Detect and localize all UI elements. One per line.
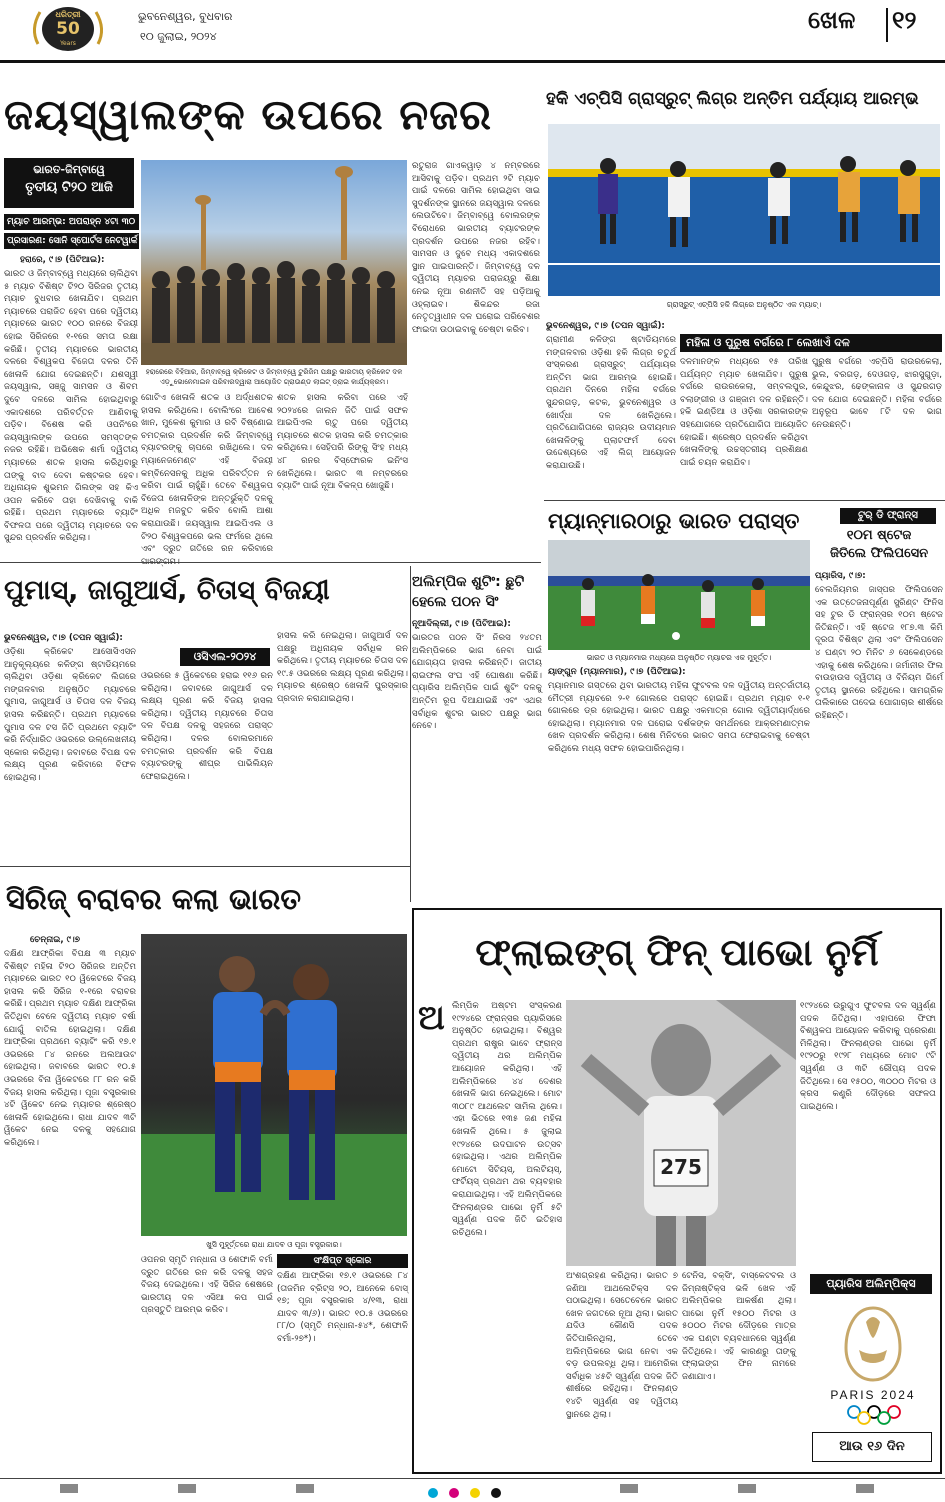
scorecard-body: ଦକ୍ଷିଣ ଆଫ୍ରିକା ୧୭.୧ ଓଭରରେ ୮୪ (ତାଜମିନ ବ୍ରିଟ୍ସ ୨୦, ଆନେକେ ବୋସ୍ ୧୭; ପୂଜା ବସ୍ତ୍ରକାର ୪/୧୩, ରାଧା ଯାଦବ ୩/୬)। ଭାରତ ୧୦.୫ ଓଭରରେ ୮୮/୦ (ସ୍ମୃତି ମନ୍ଧାନା-୫୪*, ଶେଫାଳି ବର୍ମା-୨୭*)।	[277, 1271, 408, 1344]
nurmi-body-col2: ଅଂଶଗ୍ରହଣ କରିଥିଲା। ଭାରତ ୭ ଜଣିଆ ଆଥଲେଟିକ୍ସ ଦଳ ପଠାଇଥିଲା। ସେତେବେଳେ ଭାରତ ଖେଳ ଜଗତରେ ନୂଆ ଥିଲା। ଭାରତ ଯଦିଓ କୌଣସି ପଦକ ଜିତିପାରିନଥିଲା, ତେବେ ଅଲିମ୍ପିକରେ ଭାଗ ନେବା ଏକ ବଡ଼ ଉପଲବ୍ଧି ଥିଲା। ଆମେରିକା ସର୍ବାଧିକ ୪୫ଟି ସ୍ୱର୍ଣ୍ଣ ପଦକ ଜିତି ଶୀର୍ଷରେ ରହିଥିଲା। ଫିନଲାଣ୍ଡ ୧୪ଟି ସ୍ୱର୍ଣ୍ଣ ସହ ଦ୍ୱିତୀୟ ସ୍ଥାନରେ ଥିଲା।	[566, 1271, 678, 1420]
lead-body-col4: ଶତକ ହାସଲ କରିବା ପରେ ଏହି ୨୦୨୪ରେ ଜାଲନ ଜିତି ପାଇଁ ସଫଳ ଆଇପିଏଲ ଋତୁ ପରେ ଦ୍ୱିତୀୟ ମ୍ୟାଚରେ ଶତକ ହାସଲ କରି ଚମତ୍କାର କରିଥିଲେ। ସେହିପରି ରିଙ୍କୁ ସିଂହ ମଧ୍ୟ ୪୮ ରନର ବିସ୍ଫୋରକ ଇନିଂସ ଖେଳିଥିଲେ। ଭାରତ ୩ ନମ୍ବରରେ ବ୍ୟାଟିଂ ପାଇଁ ନୂଆ ବିକଳ୍ପ ଖୋଜୁଛି।	[277, 393, 408, 492]
tour-headline-2: ଜିତିଲେ ଫିଲିପସେନ	[829, 546, 929, 561]
puma-divider	[0, 866, 410, 867]
paris-olympics-logo-icon	[814, 1300, 932, 1390]
registration-dots	[425, 1483, 504, 1502]
hockey-body-col2: ଦଳମାନଙ୍କ ମଧ୍ୟରେ ୧୫ ତାରିଖ ପର୍ଯ୍ୟନ୍ତ ମ୍ୟାଚ ଖେଳାଯିବ। ପୁରୁଷ ବର୍ଗରେ ରାଉରକେଲା, ସମ୍ବଲପୁର, ବଲାଙ୍ଗୀର ଓ ଗଞ୍ଜାମ ଦଳ ରହିଛନ୍ତି। ହକି ଇଣ୍ଡିଆ ଓ ଓଡ଼ିଶା ସରକାରଙ୍କ ସହଯୋଗରେ ପ୍ରତିଯୋଗିତା ଆୟୋଜିତ ହୋଇଛି। ଶ୍ରେଷ୍ଠ ପ୍ରଦର୍ଶନ କରିଥିବା ଖେଳାଳିଙ୍କୁ ଉଚ୍ଚସ୍ତରୀୟ ପ୍ରଶିକ୍ଷଣ ପାଇଁ ଚୟନ କରାଯିବ।	[680, 357, 808, 468]
football-photo-caption: ଭାରତ ଓ ମ୍ୟାନମାର ମଧ୍ୟରେ ଅନୁଷ୍ଠିତ ମ୍ୟାଚର ଏକ ମୁହୂର୍ତ୍ତ।	[586, 653, 772, 662]
hockey-divider	[544, 500, 945, 501]
puma-tag: ଓସିଏଲ-୨୦୨୪	[180, 648, 270, 666]
countdown	[812, 1432, 932, 1462]
hockey-match-image	[548, 124, 940, 296]
match-time: ମ୍ୟାଚ ଆରମ୍ଭ: ଅପରାହ୍ନ ୪ଟା ୩୦	[4, 214, 139, 230]
masthead-rule	[0, 60, 945, 63]
myanmar-body: ମ୍ୟାନମାର ଗସ୍ତରେ ଥିବା ଭାରତୀୟ ମହିଳା ଫୁଟବଲ ଦଳ ଦ୍ୱିତୀୟ ଅନ୍ତର୍ଜାତୀୟ ମୈତ୍ରୀ ମ୍ୟାଚରେ ୨-୧ ଗୋଲରେ ପରାସ୍ତ ହୋଇଛି। ପ୍ରଥମ ମ୍ୟାଚ ୧-୧ ଗୋଲରେ ଡ୍ର ହୋଇଥିଲା। ଭାରତ ପକ୍ଷରୁ ଏକମାତ୍ର ଗୋଲ ଦ୍ୱିତୀୟାର୍ଦ୍ଧରେ ହୋଇଥିଲା। ମ୍ୟାନମାର ଦଳ ଘରୋଇ ଦର୍ଶକଙ୍କ ସମର୍ଥନରେ ଆକ୍ରମଣାତ୍ମକ ଖେଳ ପ୍ରଦର୍ଶନ କରିଥିଲା। ଶେଷ ମିନିଟରେ ଭାରତ ସମତା ଫେରାଇବାକୁ ଚେଷ୍ଟା କରିଥିଲେ ମଧ୍ୟ ସଫଳ ହୋଇପାରିନଥିଲା।	[548, 681, 810, 754]
hockey-dateline: ଭୁବନେଶ୍ୱର, ୯।୭ (ତପନ ସ୍ୱାଇଁ):	[546, 321, 665, 331]
nurmi-headline: ଫ୍ଲାଇଙ୍ଗ୍ ଫିନ୍ ପାଭୋ ନୁର୍ମି	[475, 931, 879, 974]
nurmi-body-col4: ୧୯୨୪ରେ ଉରୁଗୁଏ ଫୁଟବଲ ଦଳ ସ୍ୱର୍ଣ୍ଣ ପଦକ ଜିତିଥିଲା। ଏହାପରେ ଫିଫା ବିଶ୍ୱକପ ଆୟୋଜନ କରିବାକୁ ପ୍ରେରଣା ମିଳିଥିଲା। ଫିନଲାଣ୍ଡର ପାଭୋ ନୁର୍ମି ୧୯୨୦ରୁ ୧୯୨୮ ମଧ୍ୟରେ ମୋଟ ୯ଟି ସ୍ୱର୍ଣ୍ଣ ଓ ୩ଟି ରୌପ୍ୟ ପଦକ ଜିତିଥିଲେ। ସେ ୧୫୦୦, ୩୦୦୦ ମିଟର ଓ କ୍ରସ କଣ୍ଟ୍ରି ଦୌଡ଼ରେ ସଫଳତା ପାଇଥିଲେ।	[800, 1001, 936, 1112]
hockey-photo	[548, 124, 940, 296]
drop-cap: ଅ	[418, 998, 445, 1038]
puma-headline: ପୁମାସ୍, ଜାଗୁଆର୍ସ, ଚିତାସ୍ ବିଜୟୀ	[4, 575, 330, 606]
dateline-city: ଭୁବନେଶ୍ୱର, ବୁଧବାର	[138, 10, 233, 23]
runner-archive-image	[566, 1000, 796, 1266]
paris-logo	[814, 1300, 932, 1426]
yellow-dot	[470, 1488, 480, 1498]
olympic-rings-icon	[844, 1404, 904, 1426]
celebration-photo-caption: ଖୁସି ମୁହୂର୍ତ୍ତରେ ରାଧା ଯାଦବ ଓ ପୂଜା ବସ୍ତ୍ରକାର।	[206, 1240, 342, 1249]
olympic-dateline: ନୂଆଦିଲ୍ଲୀ, ୯।୭ (ପିଟିଆଇ):	[412, 619, 511, 629]
hockey-headline: ହକି ଏଚ୍‌ପିସି ଗ୍ରାସ୍‌ରୁଟ୍ ଲିଗ୍‌ର ଅନ୍ତିମ ପର୍ଯ୍ୟାୟ ଆରମ୍ଭ	[546, 89, 919, 109]
grey-swatch-1	[60, 1484, 78, 1493]
column-rule	[410, 566, 411, 902]
tour-dateline: ପ୍ୟାରିସ, ୯।୭:	[815, 571, 866, 581]
lead-body-col3: ଗୋଟିଏ ଖେଳାଳି ଶତକ ଓ ଅର୍ଦ୍ଧଶତକ ହାସଲ କରିଥିଲେ। ବୋଲିଂରେ ଆବେଶ ଖାନ, ମୁକେଶ କୁମାର ଓ ରବି ବିଷ୍ଣୋଇ ଚମତ୍କାର ପ୍ରଦର୍ଶନ କରି ଜିମ୍ବାବ୍ୱେ ବ୍ୟାଟରଙ୍କୁ ଚାପରେ ରଖିଥିଲେ। ଦଳ ମ୍ୟାନେଜମେଣ୍ଟ ଏହି ବିଜୟୀ କମ୍ବିନେସନକୁ ଅଧିକ ପରିବର୍ତ୍ତନ ନ କରିବା ପାଇଁ ଚାହୁଁଛି। ତେବେ ବିଶ୍ୱକପ ବିଜେତା ଖେଳାଳିଙ୍କ ଅନ୍ତର୍ଭୁକ୍ତି ଦଳକୁ ଅଧିକ ମଜବୁତ କରିବ ବୋଲି ଆଶା କରାଯାଉଛି। ଜୟସ୍ୱାଲ ଆଇପିଏଲ ଓ ଟି୨୦ ବିଶ୍ୱକପରେ ଭଲ ଫର୍ମରେ ଥିଲେ ଏବଂ ଦ୍ରୁତ ଗତିରେ ରନ କରିବାରେ	[141, 393, 273, 555]
print-registration-strip	[0, 1482, 945, 1496]
nurmi-body-col3: ଟେନିସ, ବକ୍ସିଂ, ବାସ୍କେଟବଲ ଓ ଜିମ୍ନାଷ୍ଟିକ୍ସ ଭଳି ଖେଳ ଏହି ଅଲିମ୍ପିକର ଆକର୍ଷଣ ଥିଲା। ପାଭୋ ନୁର୍ମି ୧୫୦୦ ମିଟର ଓ ୫୦୦୦ ମିଟର ଦୌଡ଼ରେ ମାତ୍ର ଏକ ଘଣ୍ଟା ବ୍ୟବଧାନରେ ସ୍ୱର୍ଣ୍ଣ ଜିତିଥିଲେ। ଏହି କାରଣରୁ ତାଙ୍କୁ ଫ୍ଲାଇଙ୍ଗ ଫିନ ନାମରେ ଜଣାଯାଏ।	[682, 1271, 796, 1382]
hockey-body-col1: ଗ୍ରାମୀଣ କଳିଙ୍ଗ ଷ୍ଟାଡିୟମରେ ମଙ୍ଗଳବାର ଓଡ଼ିଶା ହକି ଲିଗ୍‌ର ଚତୁର୍ଥ ସଂସ୍କରଣ ଗ୍ରାସ୍‌ରୁଟ୍ ପର୍ଯ୍ୟାୟର ଅନ୍ତିମ ଭାଗ ଆରମ୍ଭ ହୋଇଛି। ପ୍ରଥମ ଦିନରେ ମହିଳା ବର୍ଗରେ ସୁନ୍ଦରଗଡ଼, କଟକ, ଭୁବନେଶ୍ୱର ଓ ଖୋର୍ଦ୍ଧା ଦଳ ଖେଳିଥିଲେ। ପ୍ରତିଯୋଗିତାରେ ରାଜ୍ୟର ଉଦୀୟମାନ ଖେଳାଳିଙ୍କୁ ପ୍ଲାଟଫର୍ମ ଦେବା ଉଦ୍ଦେଶ୍ୟରେ ଏହି ଲିଗ୍ ଆୟୋଜନ କରାଯାଉଛି।	[546, 335, 676, 471]
olympic-headline-2: ହେଲେ ପଠନ ସିଂ	[412, 594, 499, 610]
section-divider	[886, 8, 888, 42]
lead-body-col1: ଭାରତ ଓ ଜିମ୍ବାବ୍ୱେ ମଧ୍ୟରେ ଚାଲିଥିବା ୫ ମ୍ୟାଚ ବିଶିଷ୍ଟ ଟି୨୦ ସିରିଜର ତୃତୀୟ ମ୍ୟାଚ ବୁଧବାର ଖେଳାଯିବ। ପ୍ରଥମ ମ୍ୟାଚରେ ପରାଜିତ ହେବା ପରେ ଦ୍ୱିତୀୟ ମ୍ୟାଚରେ ଭାରତ ୧୦୦ ରନରେ ବିଜୟୀ ହୋଇ ସିରିଜରେ ୧-୧ରେ ସମତା ରକ୍ଷା କରିଛି। ତୃତୀୟ ମ୍ୟାଚରେ ଭାରତୀୟ ଦଳରେ ବିଶ୍ୱକପ ବିଜେତା ଦଳର ତିନି ଖେଳାଳି ଯୋଗ ଦେଇଛନ୍ତି। ଯଶସ୍ୱୀ ଜୟସ୍ୱାଲ, ସଞ୍ଜୁ ସାମସନ ଓ ଶିବମ ଦୁବେ ଦଳରେ ସାମିଲ ହୋଇଥିବାରୁ ଏକାଦଶରେ ପରିବର୍ତ୍ତନ ଆଣିବାକୁ ପଡ଼ିବ। ବିଶେଷ କରି ଓପନିଂରେ ଜୟସ୍ୱାଲଙ୍କ ଉପରେ ସମସ୍ତଙ୍କ ନଜର ରହିଛି। ଅଭିଷେକ ଶର୍ମା ଦ୍ୱିତୀୟ ମ୍ୟାଚରେ ଶତକ ହାସଲ କରିଥିବାରୁ ତାଙ୍କୁ ବାଦ ଦେବା କଷ୍ଟକର ହେବ। ଅଧିନାୟକ ଶୁଭମନ ଗିଲଙ୍କ ସହ କିଏ ଓପନ କରିବେ ତାହା ଦେଖିବାକୁ ବାକି ରହିଛି। ପ୍ରଥମ ମ୍ୟାଚରେ ବ୍ୟାଟିଂ ବିଫଳତା ପରେ ଦ୍ୱିତୀୟ ମ୍ୟାଚରେ ଦଳ ସୁନ୍ଦର ପ୍ରଦର୍ଶନ କରିଥିଲା।	[4, 269, 138, 544]
runner-bib-number: 275	[660, 1155, 702, 1179]
olympic-headline-1: ଅଲିମ୍ପିକ ଶୁଟିଂ: ଛୁଟି	[412, 574, 525, 590]
lead-body-col2: ରତୁରାଜ ଗାଏକୱାଡ଼ ୪ ନମ୍ବରରେ ଆସିବାକୁ ପଡ଼ିବ। ପ୍ରଥମ ୨ଟି ମ୍ୟାଚ ପାଇଁ ଦଳରେ ସାମିଲ ହୋଇଥିବା ସାଇ ସୁଦର୍ଶନଙ୍କ ସ୍ଥାନରେ ଜୟସ୍ୱାଲ ଦଳରେ ଲେଉଟିବେ। ଜିମ୍ବାବ୍ୱେ ବୋଲରଙ୍କ ବିରୋଧରେ ଭାରତୀୟ ବ୍ୟାଟରଙ୍କ ପ୍ରଦର୍ଶନ ଉପରେ ନଜର ରହିବ। ସାମସନ ଓ ଦୁବେ ମଧ୍ୟ ଏକାଦଶରେ ସ୍ଥାନ ପାଇପାରନ୍ତି। ଜିମ୍ବାବ୍ୱେ ଦଳ ଦ୍ୱିତୀୟ ମ୍ୟାଚର ପରାଜୟରୁ ଶିକ୍ଷା ନେଇ ନୂଆ ରଣନୀତି ସହ ପଡ଼ିଆକୁ ଓହ୍ଲାଇବ। ଶିକନ୍ଦର ରଜା ନେତୃତ୍ୱାଧୀନ ଦଳ ଘରୋଇ ପରିବେଶର ଫାଇଦା ଉଠାଇବାକୁ ଚେଷ୍ଟା କରିବ।	[412, 161, 540, 335]
myanmar-dateline: ୟାଙ୍ଗୁନ (ମ୍ୟାନମାର), ୯।୭ (ପିଟିଆଇ):	[548, 667, 686, 677]
paris-logo-text: PARIS 2024	[830, 1388, 916, 1402]
hockey-subhead	[680, 334, 942, 352]
page-number: ୧୨	[892, 6, 917, 34]
players-celebrating-image	[141, 934, 407, 1236]
puma-dateline: ଭୁବନେଶ୍ୱର, ୯।୭ (ତପନ ସ୍ୱାଇଁ):	[4, 633, 123, 643]
team-photo	[141, 160, 407, 365]
nurmi-photo	[566, 1000, 796, 1266]
series-body-col1: ଦକ୍ଷିଣ ଆଫ୍ରିକା ବିପକ୍ଷ ୩ ମ୍ୟାଚ ବିଶିଷ୍ଟ ମହିଳା ଟି୨୦ ସିରିଜର ଅନ୍ତିମ ମ୍ୟାଚରେ ଭାରତ ୧୦ ୱିକେଟରେ ବିଜୟ ହାସଲ କରି ସିରିଜ ୧-୧ରେ ବରାବର କରିଛି। ପ୍ରଥମ ମ୍ୟାଚ ଦକ୍ଷିଣ ଆଫ୍ରିକା ଜିତିଥିବା ବେଳେ ଦ୍ୱିତୀୟ ମ୍ୟାଚ ବର୍ଷା ଯୋଗୁଁ ବାତିଲ ହୋଇଥିଲା। ଦକ୍ଷିଣ ଆଫ୍ରିକା ପ୍ରଥମେ ବ୍ୟାଟିଂ କରି ୧୭.୧ ଓଭରରେ ୮୪ ରନରେ ଅଲଆଉଟ ହୋଇଥିଲା। ଜବାବରେ ଭାରତ ୧୦.୫ ଓଭରରେ ବିନା ୱିକେଟରେ ୮୮ ରନ କରି ବିଜୟ ହାସଲ କରିଥିଲା। ପୂଜା ବସ୍ତ୍ରକାର ୪ଟି ୱିକେଟ ନେଇ ମ୍ୟାଚର ଶ୍ରେଷ୍ଠ ଖେଳାଳି ହୋଇଥିଲେ। ରାଧା ଯାଦବ ୩ଟି ୱିକେଟ ନେଇ ଦଳକୁ ସହଯୋଗ କରିଥିଲେ।	[4, 949, 136, 1148]
puma-body-col1: ଓଡ଼ିଶା କ୍ରିକେଟ ଆସୋସିଏସନ ଆନୁକୂଲ୍ୟରେ କଳିଙ୍ଗ ଷ୍ଟାଡିୟମରେ ଚାଲିଥିବା ଓଡ଼ିଶା କ୍ରିକେଟ ଲିଗରେ ମଙ୍ଗଳବାର ଅନୁଷ୍ଠିତ ମ୍ୟାଚରେ ପୁମାସ, ଜାଗୁଆର୍ସ ଓ ଚିତାସ ଦଳ ବିଜୟ ହାସଲ କରିଛନ୍ତି। ପ୍ରଥମ ମ୍ୟାଚରେ ପୁମାସ ଦଳ ଟସ ଜିତି ପ୍ରଥମେ ବ୍ୟାଟିଂ କରି ନିର୍ଦ୍ଧାରିତ ଓଭରରେ ଉଲ୍ଲେଖନୀୟ ସ୍କୋର କରିଥିଲା। ଜବାବରେ ବିପକ୍ଷ ଦଳ ଲକ୍ଷ୍ୟ ପୂରଣ କରିବାରେ ବିଫଳ ହୋଇଥିଲା।	[4, 647, 136, 783]
nurmi-body-col1: ଲିମ୍ପିକ ଅଷ୍ଟମ ସଂସ୍କରଣ ୧୯୨୪ରେ ଫ୍ରାନ୍ସର ପ୍ୟାରିସରେ ଅନୁଷ୍ଠିତ ହୋଇଥିଲା। ବିଶ୍ୱର ପ୍ରଥମ ରାଷ୍ଟ୍ର ଭାବେ ଫ୍ରାନ୍ସ ଦ୍ୱିତୀୟ ଥର ଅଲିମ୍ପିକ ଆୟୋଜନ କରିଥିଲା। ଏହି ଅଲିମ୍ପିକରେ ୪୪ ଦେଶର ଖେଳାଳି ଭାଗ ନେଇଥିଲେ। ମୋଟ ୩୦୮୯ ଆଥଲେଟ ସାମିଲ ଥିଲେ। ଏହା ଭିତରେ ୧୩୫ ଜଣ ମହିଳା ଖେଳାଳି ଥିଲେ। ୫ ଜୁଲାଇ ୧୯୨୪ରେ ଉଦଘାଟନ ଉତ୍ସବ ହୋଇଥିଲା। ଏଥର ଅଲିମ୍ପିକ ମୋଟୋ ସିଟିୟସ୍, ଅଲଟିୟସ୍, ଫର୍ଟିୟସ୍ ପ୍ରଥମ ଥର ବ୍ୟବହାର କରାଯାଇଥିଲା। ଏହି ଅଲିମ୍ପିକରେ ଫିନଲାଣ୍ଡର ପାଭୋ ନୁର୍ମି ୫ଟି ସ୍ୱର୍ଣ୍ଣ ପଦକ ଜିତି ଇତିହାସ ରଚିଥିଲେ।	[452, 1001, 562, 1238]
kicker-line2: ତୃତୀୟ ଟି୨୦ ଆଜି	[25, 180, 113, 195]
tour-body: ବେଲଜିୟମର ଜାସ୍ପର ଫିଲିପସେନ ଏକ ଉତ୍ତେଜନାପୂର୍ଣ୍ଣ ସ୍ପ୍ରିଣ୍ଟ ଫିନିସ ସହ ଟୁର ଡି ଫ୍ରାନ୍ସର ୧୦ମ ଷ୍ଟେଜ ଜିତିଛନ୍ତି। ଏହି ଷ୍ଟେଜ ୧୮୭.୩ କିମି ଦୂରତା ବିଶିଷ୍ଟ ଥିଲା ଏବଂ ଫିଲିପସେନ ୪ ଘଣ୍ଟା ୨୦ ମିନିଟ ୬ ସେକେଣ୍ଡରେ ଏହାକୁ ଶେଷ କରିଥିଲେ। ଜର୍ମାନୀର ଫିଲ ବାଉହାଉସ ଦ୍ୱିତୀୟ ଓ ବିନିୟମ ଗିର୍ମେ ତୃତୀୟ ସ୍ଥାନରେ ରହିଥିଲେ। ସାମଗ୍ରିକ ତାଲିକାରେ ତାଦେଇ ପୋଗାଚାର ଶୀର୍ଷରେ ରହିଛନ୍ତି।	[815, 585, 943, 721]
series-dateline: ଚେନ୍ନାଇ, ୯।୭	[30, 935, 81, 945]
logo-text: ଧରିତ୍ରୀ	[55, 10, 81, 19]
footer-rule	[0, 1478, 945, 1479]
hockey-photo-caption: ଗ୍ରାସ୍‌ରୁଟ୍ ଏଚ୍‌ପିସି ହକି ଲିଗ୍‌ରେ ଅନୁଷ୍ଠିତ ଏକ ମ୍ୟାଚ୍‌।	[666, 300, 822, 309]
kicker-line1: ଭାରତ-ଜିମ୍ବାୱେ	[33, 163, 105, 176]
team-photo-caption: ହରାରେରେ ବିହିଆର, ଜିମ୍ବାବ୍ୱେ କ୍ରିକେଟ ଓ ଜିମ୍ବାବ୍ୱେ ଟୁରିଜିମ ପକ୍ଷରୁ ଭାରତୀୟ କ୍ରିକେଟ ଦଳ ଏଡ଼ୁଭୋନେମାଇନ ପରିବାରଦ୍ୱାରା ଆୟୋଜିତ ଗ୍ରାଉଣ୍ଡ ଲାଇଟ୍ ଡ୍ରାଇ କାର୍ଯ୍ୟକ୍ରମ।	[145, 368, 403, 386]
section-name: ଖେଳ	[808, 6, 856, 34]
lead-kicker	[4, 158, 134, 208]
series-body-col2: ଓପନର ସ୍ମୃତି ମନ୍ଧାନା ଓ ଶେଫାଳି ବର୍ମା ଦ୍ରୁତ ଗତିରେ ରନ କରି ଦଳକୁ ସହଜ ବିଜୟ ଦେଇଥିଲେ। ଏହି ସିରିଜ ଶେଷରେ ଭାରତୀୟ ଦଳ ଏସିଆ କପ ପାଇଁ ପ୍ରସ୍ତୁତି ଆରମ୍ଭ କରିବ।	[141, 1255, 273, 1316]
tour-headline-1: ୧୦ମ ଷ୍ଟେଜ	[846, 528, 912, 543]
scorecard-title: ସଂକ୍ଷିପ୍ତ ସ୍କୋର	[277, 1254, 408, 1268]
football-photo	[548, 540, 810, 650]
series-headline: ସିରିଜ୍ ବରାବର କଲା ଭାରତ	[6, 882, 302, 916]
puma-body-col3: ହାସଲ କରି ନେଇଥିଲା। ଜାଗୁଆର୍ସ ଦଳ ପକ୍ଷରୁ ଅଧିନାୟକ ସର୍ବାଧିକ ରନ କରିଥିଲେ। ତୃତୀୟ ମ୍ୟାଚରେ ଚିତାସ ଦଳ ୧୯.୫ ଓଭରରେ ଲକ୍ଷ୍ୟ ପୂରଣ କରିଥିଲା। ମ୍ୟାଚର ଶ୍ରେଷ୍ଠ ଖେଳାଳି ପୁରସ୍କାର ପ୍ରଦାନ କରାଯାଇଥିଲା।	[277, 631, 408, 704]
celebration-photo	[141, 934, 407, 1236]
cyan-dot	[428, 1488, 438, 1498]
scorecard	[277, 1254, 408, 1474]
hockey-subhead-text: ମହିଳା ଓ ପୁରୁଷ ବର୍ଗରେ ୮ ଲେଖାଏଁ ଦଳ	[686, 336, 850, 349]
masthead	[0, 0, 945, 60]
grey-swatch-6	[856, 1484, 874, 1493]
giraffe-group-image	[141, 160, 407, 365]
grey-swatch-2	[178, 1484, 196, 1493]
grey-swatch-4	[620, 1484, 638, 1493]
lead-divider	[0, 562, 541, 563]
logo-sub: Years	[60, 40, 76, 47]
myanmar-headline: ମ୍ୟାନ୍‌ମାରଠାରୁ ଭାରତ ପରାସ୍ତ	[548, 509, 800, 533]
paris-tag: ପ୍ୟାରିସ ଅଲିମ୍ପିକ୍ସ	[810, 1274, 932, 1294]
logo-number: 50	[56, 19, 80, 39]
broadcast-info: ପ୍ରସାରଣ: ସୋନି ସ୍ପୋର୍ଟସ ନେଟୱାର୍କ	[4, 233, 139, 249]
olympic-body: ଭାରତର ପଠନ ସିଂ ନିରସ ୨୪ତମ ଅଲିମ୍ପିକରେ ଭାଗ ନେବା ପାଇଁ ଯୋଗ୍ୟତା ହାସଲ କରିଛନ୍ତି। ଜାତୀୟ ରାଇଫଲ ସଂଘ ଏହି ଘୋଷଣା କରିଛି। ପ୍ୟାରିସ ଅଲିମ୍ପିକ ପାଇଁ ଶୁଟିଂ ଦଳକୁ ଅନ୍ତିମ ରୂପ ଦିଆଯାଇଛି ଏବଂ ଏଥର ସର୍ବାଧିକ ଶୁଟର ଭାରତ ପକ୍ଷରୁ ଭାଗ ନେବେ।	[412, 633, 542, 732]
puma-body-col2: ଓଭରରେ ୫ ୱିକେଟରେ ହରାଇ ୧୧୬ ରନ କରିଥିଲା। ଜବାବରେ ଜାଗୁଆର୍ସ ଦଳ ଲକ୍ଷ୍ୟ ପୂରଣ କରି ବିଜୟ ହାସଲ କରିଥିଲା। ଦ୍ୱିତୀୟ ମ୍ୟାଚରେ ଚିତାସ ଦଳ ବିପକ୍ଷ ଦଳକୁ ସହଜରେ ପରାସ୍ତ କରିଥିଲା। ଦଳର ବୋଲରମାନେ ଚମତ୍କାର ପ୍ରଦର୍ଶନ କରି ବିପକ୍ଷ ବ୍ୟାଟରଙ୍କୁ ଶୀଘ୍ର ପାଭିଲିୟନ ଫେରାଇଥିଲେ।	[141, 671, 273, 782]
grey-swatch-5	[738, 1484, 756, 1493]
magenta-dot	[449, 1488, 459, 1498]
lead-dateline: ହରାରେ, ୯।୭ (ପିଟିଆଇ):	[20, 255, 105, 265]
dateline-date: ୧୦ ଜୁଲାଇ, ୨୦୨୪	[140, 30, 217, 43]
football-match-image	[548, 540, 810, 650]
tour-tag: ଟୁର୍ ଡି ଫ୍ରାନ୍ସ	[840, 508, 936, 524]
grey-swatch-3	[296, 1484, 314, 1493]
lead-headline: ଜୟସ୍ୱାଲଙ୍କ ଉପରେ ନଜର	[4, 90, 493, 139]
black-dot	[491, 1488, 501, 1498]
hockey-body-col3: ପୁରୁଷ ବର୍ଗରେ ଏଚ୍‌ପିସି ରାଉରକେଲା, ଭୁଲ, ବରଗଡ଼, ଦେଓଗଡ଼, ଝାରସୁଗୁଡ଼ା, କେନ୍ଦୁଝର, ଢେଙ୍କାନାଳ ଓ ସୁନ୍ଦରଗଡ଼ ଦଳ ଯୋଗ ଦେଇଛନ୍ତି। ମହିଳା ବର୍ଗରେ ଅନୁରୂପ ଭାବେ ୮ଟି ଦଳ ଭାଗ ନେଉଛନ୍ତି।	[812, 357, 942, 430]
anniversary-logo	[28, 4, 108, 54]
countdown-text: ଆଉ ୧୬ ଦିନ	[839, 1439, 905, 1454]
